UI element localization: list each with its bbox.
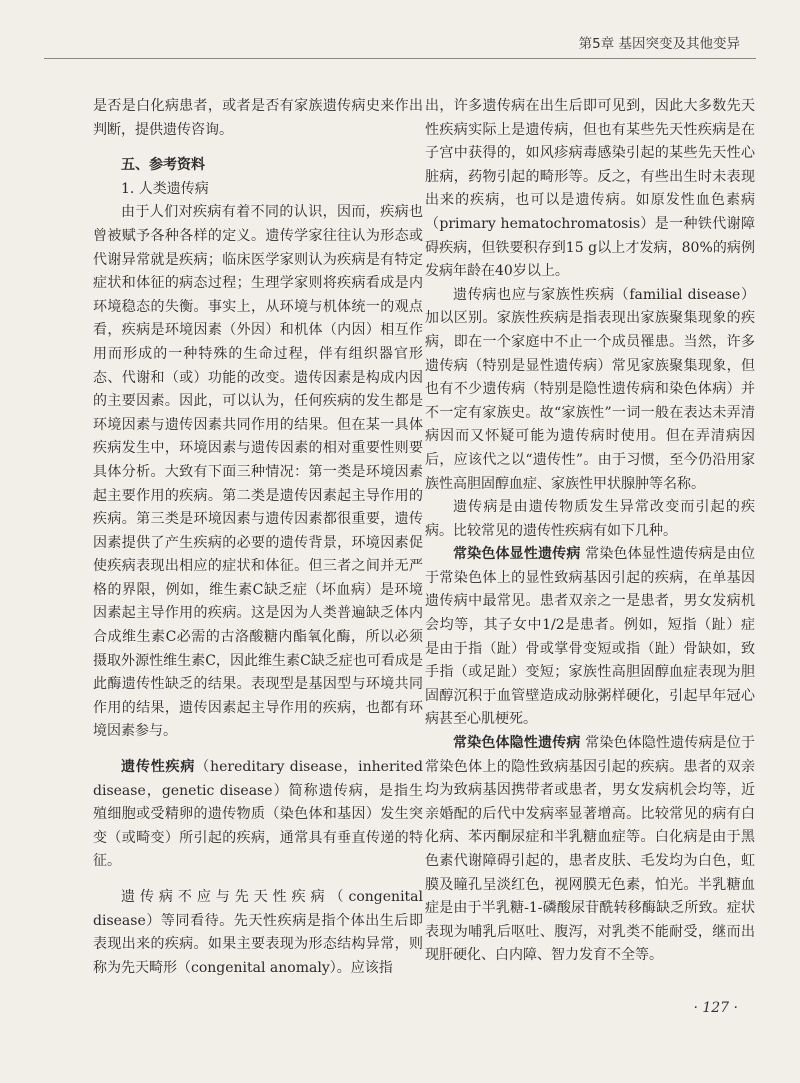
paragraph-text: 常染色体显性遗传病是由位于常染色体上的显性致病基因引起的疾病，在单基因遗传病中最常见。患者双亲之一是患者，男女发病机会均等，其子女中1/2是患者。例如，短指（趾）症是由于指（趾）骨或掌骨变短或指（趾）骨缺如，致手指（或足趾）变短；家族性高胆固醇血症表现为胆固醇沉积于血管壁造成动脉粥样硬化，引起早年冠心病甚至心肌梗死。 — [425, 546, 756, 728]
paragraph-familial-disease: 遗传病也应与家族性疾病（familial disease）加以区别。家族性疾病是指表现出家族聚集现象的疾病，即在一个家庭中不止一个成员罹患。当然，许多遗传病（特别是显性遗传病）常见家族聚集现象，但也有不少遗传病（特别是隐性遗传病和染色体病）并不一定有家族史。故“家族性”一词一般在表达未弄清病因而又怀疑可能为遗传病时使用。但在弄清病因后，应该代之以“遗传性”。由于习惯，至今仍沿用家族性高胆固醇血症、家族性甲状腺肿等名称。 — [425, 286, 755, 492]
term-autosomal-recessive: 常染色体隐性遗传病 — [453, 735, 581, 752]
paragraph-text: （hereditary disease，inherited disease，genetic disease）简称遗传病，是指生殖细胞或受精卵的遗传物质（染色体和基因）发生突变（或畸变）所引起的疾病，通常具有垂直传递的特征。 — [93, 759, 424, 870]
paragraph-autosomal-dominant — [425, 543, 755, 732]
subsection-heading: 1. 人类遗传病 — [121, 180, 209, 197]
running-header: 第5章 基因突变及其他变异 — [578, 36, 740, 52]
paragraph-continuation: 是否是白化病患者，或者是否有家族遗传病史来作出判断，提供遗传咨询。 — [93, 98, 423, 138]
term-autosomal-dominant: 常染色体显性遗传病 — [453, 546, 581, 563]
paragraph-common-diseases: 遗传病是由遗传物质发生异常改变而引起的疾病。比较常见的遗传性疾病有如下几种。 — [425, 499, 755, 539]
paragraph-congenital-disease: 遗传病不应与先天性疾病（congenital disease）等同看待。先天性疾病是指个体出生后即表现出来的疾病。如果主要表现为形态结构异常，则称为先天畸形（congenital anomaly）。应该指 — [93, 889, 423, 976]
right-column — [425, 95, 755, 968]
paragraph-disease-definition: 由于人们对疾病有着不同的认识，因而，疾病也曾被赋予各种各样的定义。遗传学家往往认为形态或代谢异常就是疾病；临床医学家则认为疾病是有特定症状和体征的病态过程；生理学家则将疾病看成是内环境稳态的失衡。事实上，从环境与机体统一的观点看，疾病是环境因素（外因）和机体（内因）相互作用而形成的一种特殊的生命过程，伴有组织器官形态、代谢和（或）功能的改变。遗传因素是构成内因的主要因素。因此，可以认为，任何疾病的发生都是环境因素与遗传因素共同作用的结果。但在某一具体疾病发生中，环境因素与遗传因素的相对重要性则要具体分析。大致有下面三种情况：第一类是环境因素起主要作用的疾病。第二类是遗传因素起主导作用的疾病。第三类是环境因素与遗传因素都很重要，遗传因素提供了产生疾病的必要的遗传背景，环境因素促使疾病表现出相应的症状和体征。但三者之间并无严格的界限，例如，维生素C缺乏症（坏血病）是环境因素起主导作用的疾病。这是因为人类普遍缺乏体内合成维生素C必需的古洛酸糖内酯氧化酶，所以必须摄取外源性维生素C，因此维生素C缺乏症也可看成是此酶遗传性缺乏的结果。表现型是基因型与环境共同作用的结果，遗传因素起主导作用的疾病，也都有环境因素参与。 — [93, 204, 423, 740]
page-number: · 127 · — [693, 1000, 738, 1016]
left-column — [93, 95, 423, 980]
header-rule — [44, 58, 756, 59]
section-heading: 五、参考资料 — [121, 157, 205, 174]
term-hereditary-disease: 遗传性疾病 — [121, 759, 196, 776]
paragraph-text: 常染色体隐性遗传病是位于常染色体上的隐性致病基因引起的疾病。患者的双亲均为致病基因携带者或患者，男女发病机会均等，近亲婚配的后代中发病率显著增高。比较常见的病有白化病、苯丙酮尿症和半乳糖血症等。白化病是由于黑色素代谢障碍引起的，患者皮肤、毛发均为白色，虹膜及瞳孔呈淡红色，视网膜无色素，怕光。半乳糖血症是由于半乳糖-1-磷酸尿苷酰转移酶缺乏所致。症状表现为哺乳后呕吐、腹泻，对乳类不能耐受，继而出现肝硬化、白内障、智力发育不全等。 — [425, 735, 756, 964]
paragraph-autosomal-recessive — [425, 732, 755, 968]
paragraph-hereditary-disease — [93, 756, 423, 874]
paragraph-continuation: 出，许多遗传病在出生后即可见到，因此大多数先天性疾病实际上是遗传病，但也有某些先天性疾病是在子宫中获得的，如风疹病毒感染引起的某些先天性心脏病，药物引起的畸形等。反之，有些出生时未表现出来的疾病，也可以是遗传病。如原发性血色素病（primary hematochromatosis）是一种铁代谢障碍疾病，但铁要积存到15 g以上才发病，80%的病例发病年龄在40岁以上。 — [425, 98, 755, 280]
